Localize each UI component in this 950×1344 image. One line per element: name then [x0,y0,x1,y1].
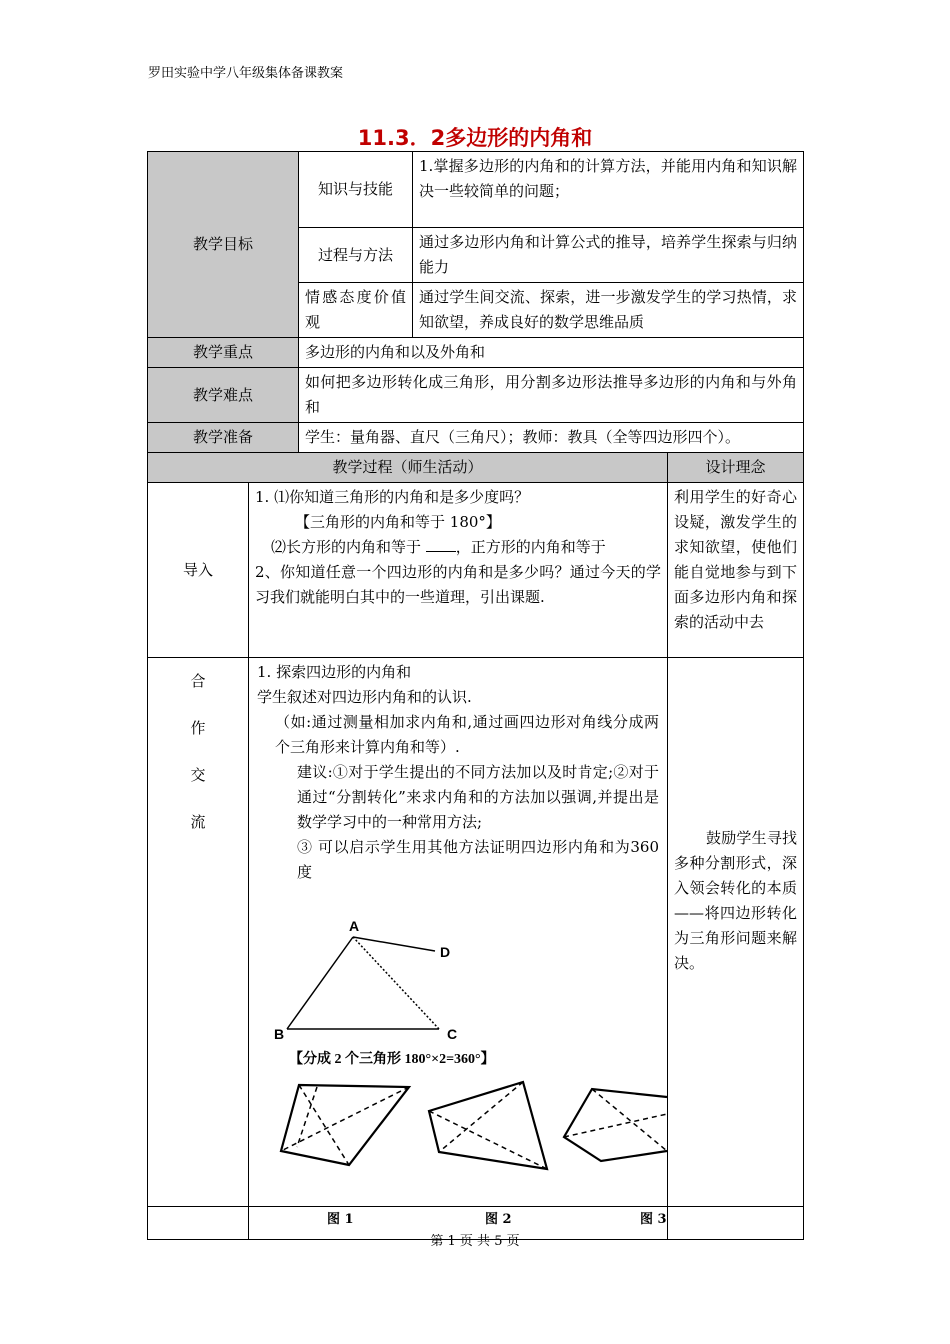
preparation-text: 学生：量角器、直尺（三角尺）；教师：教具（全等四边形四个）。 [299,423,804,453]
figure-2 [429,1082,547,1169]
figure-1 [281,1085,409,1165]
intro-line-1: 1. ⑴你知道三角形的内角和是多少度吗？ [255,488,530,506]
objective-sub-knowledge: 知识与技能 [299,152,413,228]
lesson-plan-table [147,151,804,1240]
vertex-d: D [440,944,451,960]
process-header-left: 教学过程（师生活动） [148,453,668,483]
key-point-text: 多边形的内角和以及外角和 [299,338,804,368]
objective-text-process: 通过多边形内角和计算公式的推导，培养学生探索与归纳能力 [413,228,804,283]
objective-sub-attitude: 情感态度价值观 [299,283,413,338]
intro-label: 导入 [148,483,249,658]
page-header: 罗田实验中学八年级集体备课教案 [148,66,344,81]
coop-p3: （如:通过测量相加求内角和,通过画四边形对角线分成两个三角形来计算内角和等）. [275,713,660,756]
footer-rule [147,1206,803,1207]
objective-text-attitude: 通过学生间交流、探索，进一步激发学生的学习热情，求知欲望，养成良好的数学思维品质 [413,283,804,338]
coop-p1: 1. 探索四边形的内角和 [257,663,412,681]
vertex-c: C [447,1026,458,1042]
intro-line-4: 2、你知道任意一个四边形的内角和是多少吗？通过今天的学习我们就能明白其中的一些道理，引出课题. [255,563,662,606]
page-title: 11.3．2多边形的内角和 [357,126,593,150]
figure-3-caption: 图 3 [640,1212,667,1227]
coop-label-char-1: 合 [190,672,206,690]
answer-blank [426,535,456,552]
split-caption: 【分成 2 个三角形 180°×2=360°】 [289,1052,495,1067]
objective-sub-process: 过程与方法 [299,228,413,283]
difficulty-text: 如何把多边形转化成三角形，用分割多边形法推导多边形的内角和与外角和 [299,368,804,423]
difficulty-label: 教学难点 [148,368,299,423]
vertex-a: A [349,918,360,934]
process-header-right: 设计理念 [668,453,804,483]
preparation-label: 教学准备 [148,423,299,453]
page-footer: 第 1 页 共 5 页 [430,1234,520,1249]
figure-1-caption: 图 1 [327,1212,354,1227]
vertex-b: B [274,1026,285,1042]
figure-2-caption: 图 2 [485,1212,512,1227]
intro-content [249,483,668,658]
intro-line-3: ⑵长方形的内角和等于 ，正方形的内角和等于 [255,535,661,560]
intro-design: 利用学生的好奇心设疑，激发学生的求知欲望，使他们能自觉地参与到下面多边形内角和探索的活动中去 [668,483,804,658]
coop-design: 鼓励学生寻找多种分割形式，深入领会转化的本质——将四边形转化为三角形问题来解决。 [668,658,804,1240]
objectives-label: 教学目标 [148,152,299,338]
diagonal-ac [353,937,439,1029]
coop-label-char-3: 交 [190,766,206,784]
quadrilateral-figures [257,889,667,1239]
objective-text-knowledge: 1.掌握多边形的内角和的计算方法，并能用内角和知识解决一些较简单的问题； [413,152,804,228]
coop-p2: 学生叙述对四边形内角和的认识. [257,688,472,706]
figure-3 [564,1089,667,1161]
coop-label [148,658,249,1240]
coop-label-char-4: 流 [190,813,206,831]
coop-p4: 建议:①对于学生提出的不同方法加以及时肯定;②对于通过“分割转化”来求内角和的方法加以强调,并提出是数学学习中的一种常用方法; [297,763,660,831]
coop-p5: ③ 可以启示学生用其他方法证明四边形内角和为360度 [297,838,660,881]
intro-line-2: 【三角形的内角和等于 180°】 [295,513,501,531]
coop-content [249,658,668,1240]
coop-label-char-2: 作 [190,719,206,737]
key-point-label: 教学重点 [148,338,299,368]
quadrilateral-abcd [287,937,439,1029]
